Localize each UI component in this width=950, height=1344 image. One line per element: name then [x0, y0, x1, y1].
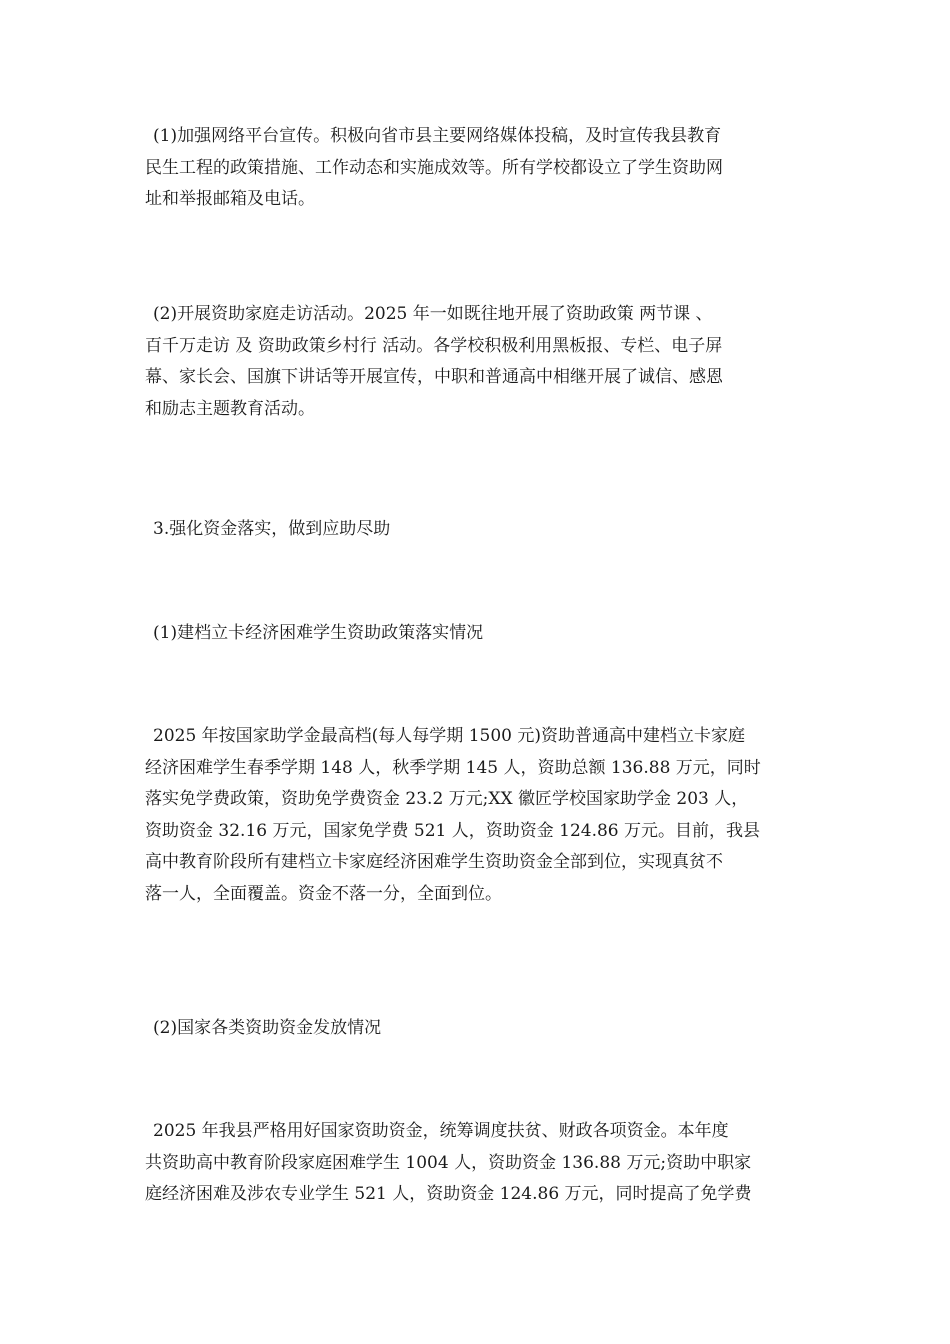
text-line: 落实免学费政策，资助免学费资金 23.2 万元;XX 徽匠学校国家助学金 203 人， — [145, 789, 749, 809]
text-line: 落一人，全面覆盖。资金不落一分，全面到位。 — [145, 883, 502, 904]
text-line: 庭经济困难及涉农专业学生 521 人，资助资金 124.86 万元，同时提高了免学费 — [145, 1184, 752, 1204]
text-line: 经济困难学生春季学期 148 人，秋季学期 145 人，资助总额 136.88 万元，同时 — [145, 757, 761, 778]
text-line — [145, 299, 810, 331]
text-line — [145, 1013, 810, 1045]
subsection-heading-registered-students — [145, 618, 810, 650]
text-line: 资助资金 32.16 万元，国家免学费 521 人，资助资金 124.86 万元。目前，我县 — [145, 820, 761, 841]
paragraph-family-visits — [145, 299, 810, 425]
text-line — [145, 618, 810, 650]
section-heading — [145, 514, 810, 546]
text-line-content: 2025 年我县严格用好国家资助资金，统筹调度扶贫、财政各项资金。本年度 — [153, 1121, 729, 1141]
text-line — [145, 514, 810, 546]
text-line-content: (1)建档立卡经济困难学生资助政策落实情况 — [153, 623, 484, 643]
paragraph-funds-distribution — [145, 1116, 810, 1211]
text-line-content: (2)国家各类资助资金发放情况 — [153, 1018, 382, 1038]
text-line: 共资助高中教育阶段家庭困难学生 1004 人，资助资金 136.88 万元;资助中职家 — [145, 1152, 752, 1173]
text-line: 高中教育阶段所有建档立卡家庭经济困难学生资助资金全部到位，实现真贫不 — [145, 852, 723, 872]
text-line-content: (1)加强网络平台宣传。积极向省市县主要网络媒体投稿，及时宣传我县教育 — [153, 126, 722, 146]
text-line-content: 3.强化资金落实，做到应助尽助 — [153, 519, 391, 539]
text-line — [145, 121, 810, 153]
text-line-content: 2025 年按国家助学金最高档(每人每学期 1500 元)资助普通高中建档立卡家庭 — [153, 726, 746, 746]
text-line: 址和举报邮箱及电话。 — [145, 189, 315, 209]
text-line — [145, 721, 810, 753]
text-line — [145, 1116, 810, 1148]
subsection-heading-national-funds — [145, 1013, 810, 1045]
text-line: 百千万走访 及 资助政策乡村行 活动。各学校积极利用黑板报、专栏、电子屏 — [145, 335, 723, 356]
paragraph-funding-implementation — [145, 721, 810, 910]
paragraph-network-publicity — [145, 121, 810, 216]
text-line: 民生工程的政策措施、工作动态和实施成效等。所有学校都设立了学生资助网 — [145, 157, 723, 178]
text-line: 和励志主题教育活动。 — [145, 398, 315, 419]
text-line: 幕、家长会、国旗下讲话等开展宣传，中职和普通高中相继开展了诚信、感恩 — [145, 367, 723, 387]
text-line-content: (2)开展资助家庭走访活动。2025 年一如既往地开展了资助政策 两节课 、 — [153, 304, 713, 324]
